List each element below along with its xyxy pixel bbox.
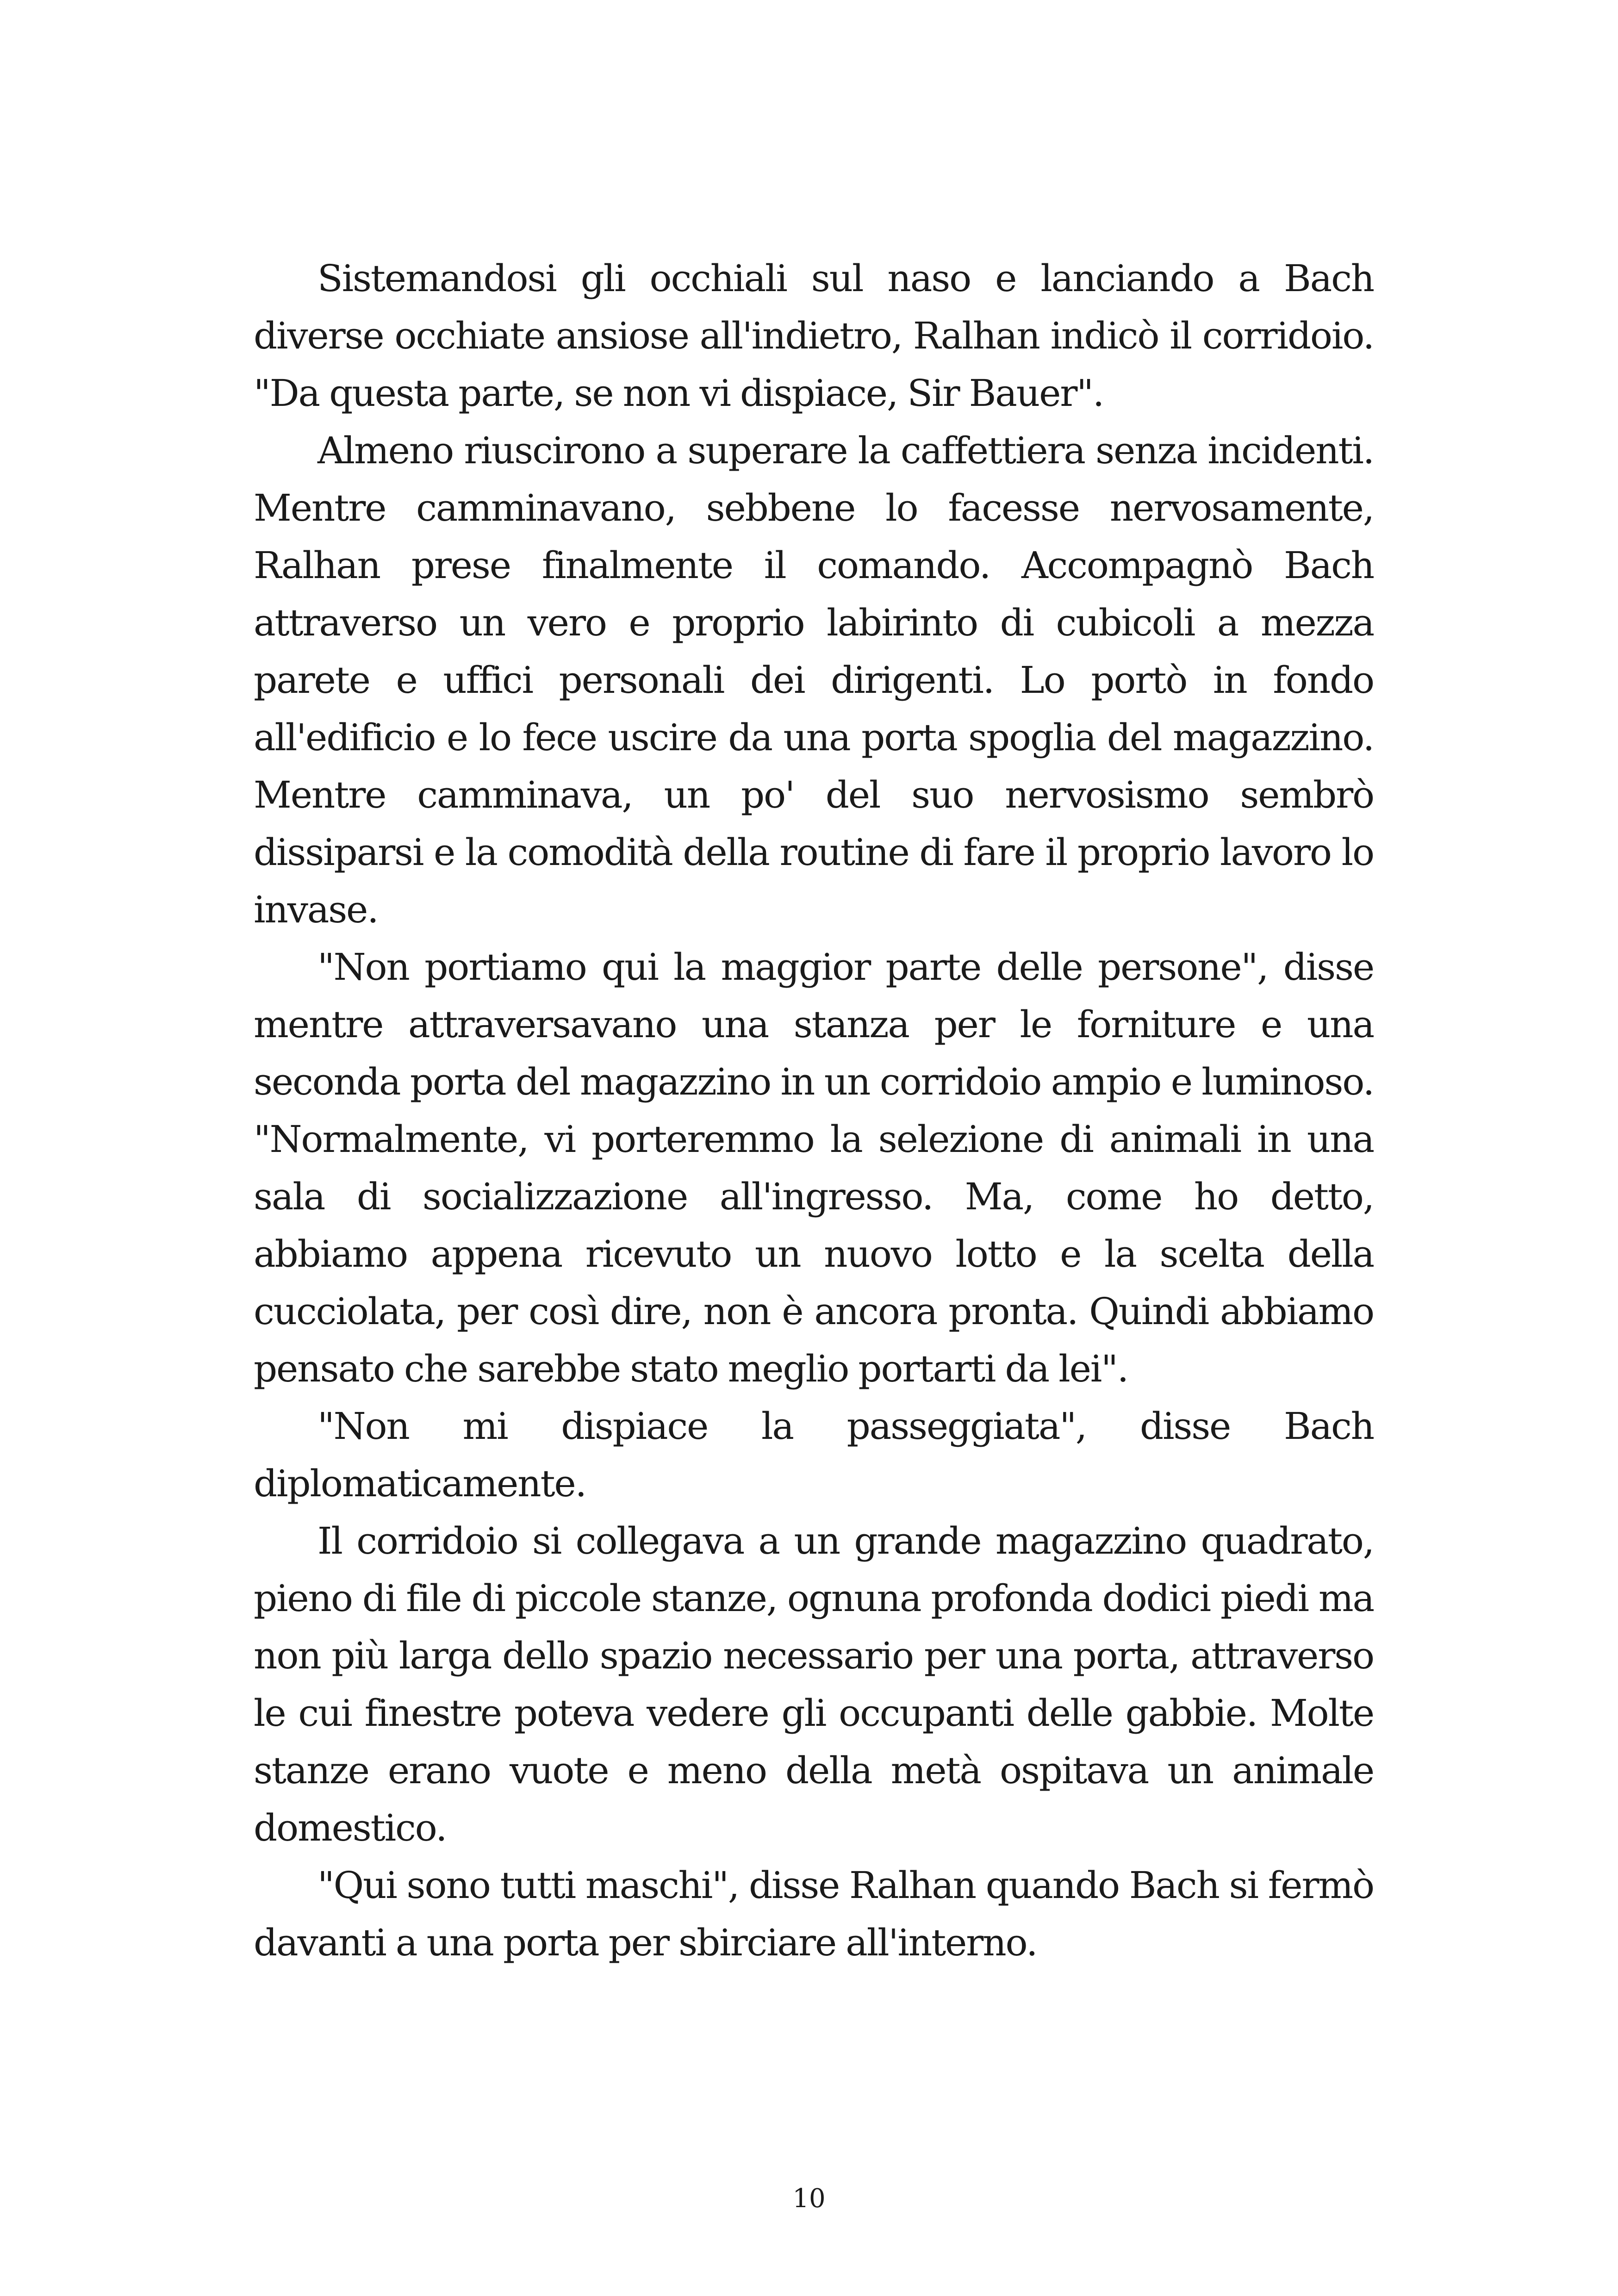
paragraph: "Qui sono tutti maschi", disse Ralhan quando Bach si fermò davanti a una porta per sbirciare all'interno.: [254, 1864, 1374, 1964]
page-number: 10: [792, 2184, 826, 2214]
paragraph: Il corridoio si collegava a un grande magazzino quadrato, pieno di file di piccole stanze, ognuna profonda dodici piedi ma non più larga dello spazio necessario per una porta, attraverso le cui finestre poteva vedere gli occupanti delle gabbie. Molte stanze erano vuote e meno della metà ospitava un animale domestico.: [254, 1519, 1374, 1849]
paragraph: Sistemandosi gli occhiali sul naso e lanciando a Bach diverse occhiate ansiose all'indietro, Ralhan indicò il corridoio. "Da questa parte, se non vi dispiace, Sir Bauer".: [254, 257, 1374, 415]
body-text: [254, 250, 1374, 1972]
paragraph: "Non mi dispiace la passeggiata", disse Bach diplomaticamente.: [254, 1405, 1374, 1505]
paragraph: "Non portiamo qui la maggior parte delle persone", disse mentre attraversavano una stanza per le forniture e una seconda porta del magazzino in un corridoio ampio e luminoso. "Normalmente, vi porteremmo la selezione di animali in una sala di socializzazione all'ingresso. Ma, come ho detto, abbiamo appena ricevuto un nuovo lotto e la scelta della cucciolata, per così dire, non è ancora pronta. Quindi abbiamo pensato che sarebbe stato meglio portarti da lei".: [254, 946, 1374, 1390]
paragraph: Almeno riuscirono a superare la caffettiera senza incidenti. Mentre camminavano, sebbene lo facesse nervosamente, Ralhan prese finalmente il comando. Accompagnò Bach attraverso un vero e proprio labirinto di cubicoli a mezza parete e uffici personali dei dirigenti. Lo portò in fondo all'edificio e lo fece uscire da una porta spoglia del magazzino. Mentre camminava, un po' del suo nervosismo sembrò dissiparsi e la comodità della routine di fare il proprio lavoro lo invase.: [254, 429, 1374, 931]
